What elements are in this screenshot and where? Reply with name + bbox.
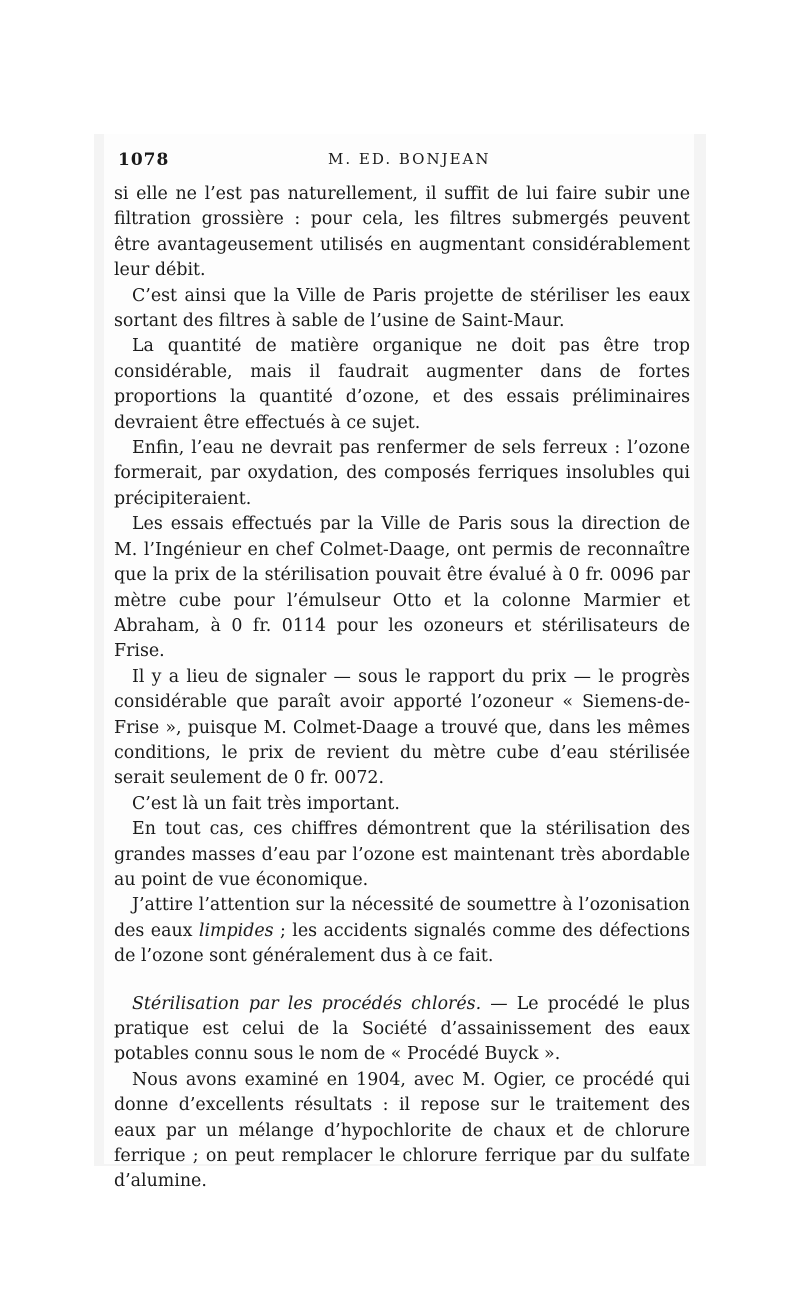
- paragraph-sels-ferreux: Enfin, l’eau ne devrait pas renfermer de sels ferreux : l’ozone formerait, par oxydation, des composés ferriques insolubles qui précipiteraient.: [114, 438, 690, 509]
- paragraph-ville-de-paris: C’est ainsi que la Ville de Paris projette de stériliser les eaux sortant des filtres à sable de l’usine de Saint-Maur.: [114, 285, 690, 332]
- paragraph-continuation: si elle ne l’est pas naturellement, il suffit de lui faire subir une filtration grossière : pour cela, les filtres submergés peuvent être avantageusement utilisés en augmentant considérablement leur débit.: [114, 184, 690, 281]
- paragraph-ogier: Nous avons examiné en 1904, avec M. Ogier, ce procédé qui donne d’excellents résultats : il repose sur le traitement des eaux par un mélange d’hypochlorite de chaux et de chlorure ferrique ; on peut remplacer le chlorure ferrique par du sulfate d’alumine.: [114, 1069, 690, 1192]
- attention-text-start: J’attire l’attention sur la nécessité de soumettre à l’ozonisation des eaux: [114, 895, 690, 941]
- paragraph-chiffres: En tout cas, ces chiffres démontrent que la stérilisation des grandes masses d’eau par l’ozone est maintenant très abordable au point de vue économique.: [114, 819, 690, 890]
- paragraph-procedes-chlores: [114, 992, 690, 1068]
- attention-text-end: ; les accidents signalés comme des défections de l’ozone sont généralement dus à ce fait.: [114, 920, 690, 967]
- header-title: M. ED. BONJEAN: [328, 150, 491, 168]
- paragraph-matiere-organique: La quantité de matière organique ne doit pas être trop considérable, mais il faudrait augmenter dans de fortes proportions la quantité d’ozone, et des essais préliminaires devraient être effectués à ce sujet.: [114, 336, 690, 433]
- attention-italic-word: limpides: [198, 920, 274, 941]
- section-gap: [114, 970, 690, 992]
- paragraph-prix: Il y a lieu de signaler — sous le rapport du prix — le progrès considérable que paraît avoir apporté l’ozoneur « Siemens-de-Frise », puisque M. Colmet-Daage a trouvé que, dans les mêmes conditions, le prix de revient du mètre cube d’eau stérilisée serait seulement de 0 fr. 0072.: [114, 666, 690, 789]
- running-header: [118, 150, 692, 174]
- document-page: [104, 134, 694, 1192]
- body-text: [114, 182, 690, 1195]
- paragraph-attention: [114, 893, 690, 969]
- paragraph-fait-important: C’est là un fait très important.: [132, 793, 400, 814]
- section-heading-chlores: Stérilisation par les procédés chlorés.: [132, 993, 482, 1014]
- paragraph-essais: Les essais effectués par la Ville de Paris sous la direction de M. l’Ingénieur en chef Colmet-Daage, ont permis de reconnaître que la prix de la stérilisation pouvait être évalué à 0 fr. 0096 par mètre cube pour l’émulseur Otto et la colonne Marmier et Abraham, à 0 fr. 0114 pour les ozoneurs et stérilisateurs de Frise.: [114, 514, 690, 662]
- page-number: 1078: [118, 150, 170, 170]
- chlores-text: — Le procédé le plus pratique est celui de la Société d’assainissement des eaux potables connu sous le nom de « Procédé Buyck ».: [114, 993, 690, 1065]
